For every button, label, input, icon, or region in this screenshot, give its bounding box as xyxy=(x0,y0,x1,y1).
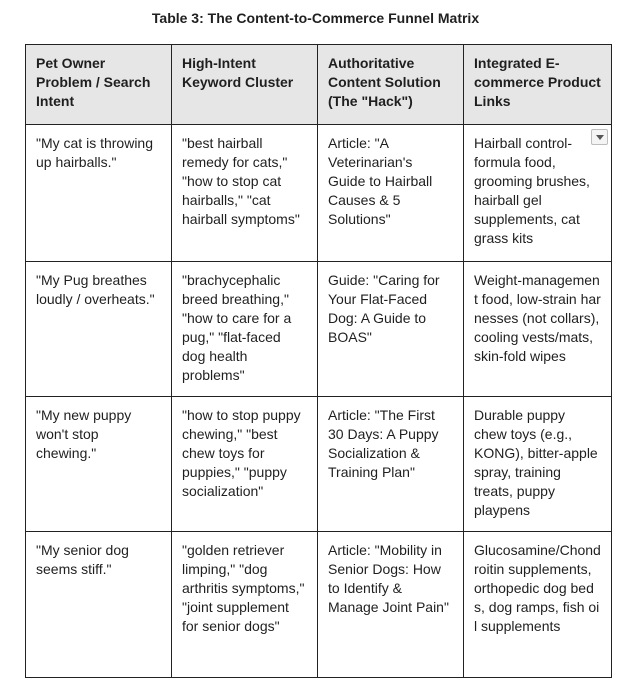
cell-keyword: "golden retriever limping," "dog arthritis symptoms," "joint supplement for senior dogs" xyxy=(172,532,318,678)
cell-product-links[interactable] xyxy=(464,125,612,262)
header-keyword: High-Intent Keyword Cluster xyxy=(172,45,318,125)
cell-text: Hairball control-formula food, grooming brushes, hairball gel supplements, cat grass kits xyxy=(474,135,590,246)
cell-content: Article: "The First 30 Days: A Puppy Socialization & Training Plan" xyxy=(318,397,464,532)
table-row xyxy=(26,532,612,678)
cell-problem: "My senior dog seems stiff." xyxy=(26,532,172,678)
cell-content: Article: "A Veterinarian's Guide to Hairball Causes & 5 Solutions" xyxy=(318,125,464,262)
cell-product-links: Glucosamine/Chondroitin supplements, orthopedic dog beds, dog ramps, fish oil supplements xyxy=(464,532,612,678)
table-caption: Table 3: The Content-to-Commerce Funnel Matrix xyxy=(151,10,480,26)
cell-product-links: Durable puppy chew toys (e.g., KONG), bitter-apple spray, training treats, puppy playpens xyxy=(464,397,612,532)
cell-problem: "My cat is throwing up hairballs." xyxy=(26,125,172,262)
table-row xyxy=(26,125,612,262)
cell-keyword: "best hairball remedy for cats," "how to stop cat hairballs," "cat hairball symptoms" xyxy=(172,125,318,262)
cell-problem: "My new puppy won't stop chewing." xyxy=(26,397,172,532)
cell-product-links: Weight-management food, low-strain harnesses (not collars), cooling vests/mats, skin-fold wipes xyxy=(464,262,612,397)
header-content: Authoritative Content Solution (The "Hack") xyxy=(318,45,464,125)
header-problem: Pet Owner Problem / Search Intent xyxy=(26,45,172,125)
cell-content: Article: "Mobility in Senior Dogs: How to Identify & Manage Joint Pain" xyxy=(318,532,464,678)
table-row xyxy=(26,397,612,532)
dropdown-arrow-icon[interactable] xyxy=(591,129,608,145)
cell-keyword: "brachycephalic breed breathing," "how to care for a pug," "flat-faced dog health problems" xyxy=(172,262,318,397)
cell-keyword: "how to stop puppy chewing," "best chew toys for puppies," "puppy socialization" xyxy=(172,397,318,532)
cell-content: Guide: "Caring for Your Flat-Faced Dog: A Guide to BOAS" xyxy=(318,262,464,397)
cell-problem: "My Pug breathes loudly / overheats." xyxy=(26,262,172,397)
header-product-links: Integrated E-commerce Product Links xyxy=(464,45,612,125)
header-row xyxy=(26,45,612,125)
table-row xyxy=(26,262,612,397)
funnel-matrix-table xyxy=(25,44,612,678)
